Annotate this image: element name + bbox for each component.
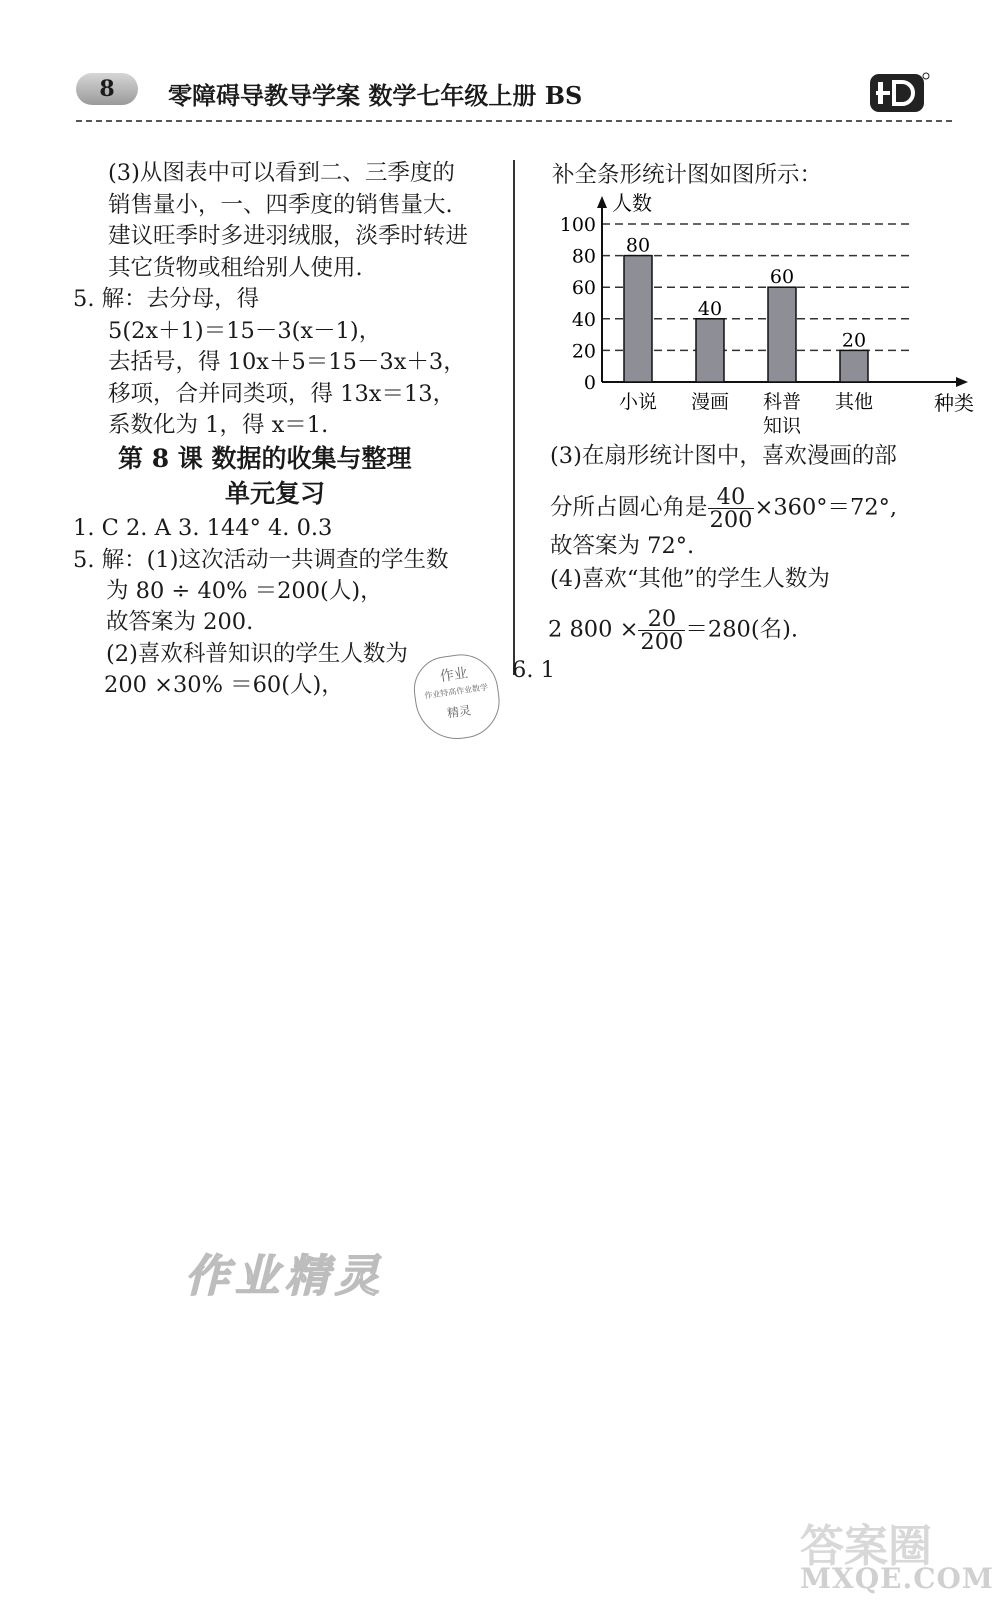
y-tick-label: 0 xyxy=(583,372,596,394)
stamp-seal: 作业 作业特高作业数学 精灵 xyxy=(410,650,505,745)
bar-value-label: 80 xyxy=(625,234,651,257)
book-title: 零障碍导教导学案 数学七年级上册 BS xyxy=(168,81,583,110)
bar xyxy=(624,256,652,382)
y-tick-label: 100 xyxy=(559,214,596,236)
question-5-heading: 5. 解：去分母，得 xyxy=(73,286,260,312)
fraction xyxy=(708,486,755,531)
section-title: 第 8 课 数据的收集与整理 xyxy=(118,444,412,473)
text-line: 销售量小，一、四季度的销售量大. xyxy=(108,192,453,218)
solution-line: 为 80 ÷ 40% ＝200(人)， xyxy=(106,578,383,604)
text-fragment: ×360°＝72°, xyxy=(754,494,898,521)
section-subtitle: 单元复习 xyxy=(225,479,326,508)
bar xyxy=(696,319,724,382)
page-number-badge xyxy=(76,73,138,105)
x-tick-label: 知识 xyxy=(762,415,802,437)
bar-value-label: 60 xyxy=(769,266,795,289)
bar-value-label: 40 xyxy=(697,297,723,320)
text-line: 建议旺季时多进羽绒服，淡季时转进 xyxy=(108,223,469,249)
equation-line: 移项，合并同类项，得 13x＝13， xyxy=(108,381,456,407)
fraction xyxy=(638,608,685,653)
text-fragment: ＝280(名). xyxy=(685,616,799,643)
page-number: 8 xyxy=(99,76,115,102)
y-tick-label: 80 xyxy=(571,245,596,268)
text-line: 故答案为 72°. xyxy=(550,533,695,559)
math-line xyxy=(550,486,897,531)
text-line: (4)喜欢“其他”的学生人数为 xyxy=(550,566,830,592)
y-tick-label: 60 xyxy=(571,277,596,300)
publisher-logo xyxy=(868,70,930,116)
equation-line: 去括号，得 10x＋5＝15－3x＋3， xyxy=(108,349,466,375)
fraction-denominator: 200 xyxy=(709,507,753,533)
answers-line: 1. C 2. A 3. 144° 4. 0.3 xyxy=(73,515,333,541)
chart-intro: 补全条形统计图如图所示： xyxy=(552,162,823,188)
corner-watermark-url: MXQE.COM xyxy=(800,1562,994,1595)
x-axis-arrow xyxy=(956,377,968,387)
bar xyxy=(768,287,796,382)
header-divider xyxy=(76,120,952,122)
solution-line: 5. 解：(1)这次活动一共调查的学生数 xyxy=(73,547,449,573)
x-tick-label: 小说 xyxy=(618,391,658,413)
bar xyxy=(840,350,868,382)
text-line: (3)在扇形统计图中，喜欢漫画的部 xyxy=(550,443,897,469)
y-tick-label: 40 xyxy=(571,308,596,331)
text-line: 其它货物或租给别人使用. xyxy=(108,255,363,281)
y-axis-arrow xyxy=(597,196,607,208)
x-tick-label: 科普 xyxy=(762,391,802,413)
text-fragment: 分所占圆心角是 xyxy=(550,494,708,521)
bar-chart xyxy=(540,190,974,440)
solution-line: 故答案为 200. xyxy=(106,609,254,635)
watermark: 作业精灵 xyxy=(185,1251,385,1302)
x-axis-label: 种类 xyxy=(934,391,974,415)
equation-line: 系数化为 1，得 x＝1. xyxy=(108,412,329,438)
x-tick-label: 其他 xyxy=(834,391,874,413)
equation-line: 5(2x＋1)＝15－3(x－1)， xyxy=(108,318,382,344)
math-line xyxy=(548,608,798,653)
solution-line: (2)喜欢科普知识的学生人数为 xyxy=(106,641,408,667)
y-tick-label: 20 xyxy=(571,340,596,363)
corner-watermark: 答案圈 xyxy=(800,1521,932,1572)
y-axis-label: 人数 xyxy=(612,191,652,215)
fraction-numerator: 40 xyxy=(708,486,755,509)
solution-line: 200 ×30% ＝60(人)， xyxy=(104,672,344,698)
text-line: (3)从图表中可以看到二、三季度的 xyxy=(108,160,455,186)
bar-value-label: 20 xyxy=(841,329,867,352)
column-divider xyxy=(513,160,515,675)
fraction-numerator: 20 xyxy=(638,608,685,631)
x-tick-label: 漫画 xyxy=(690,391,730,413)
text-fragment: 2 800 × xyxy=(548,616,639,643)
fraction-denominator: 200 xyxy=(640,629,684,655)
question-6-answer: 6. 1 xyxy=(512,657,555,683)
